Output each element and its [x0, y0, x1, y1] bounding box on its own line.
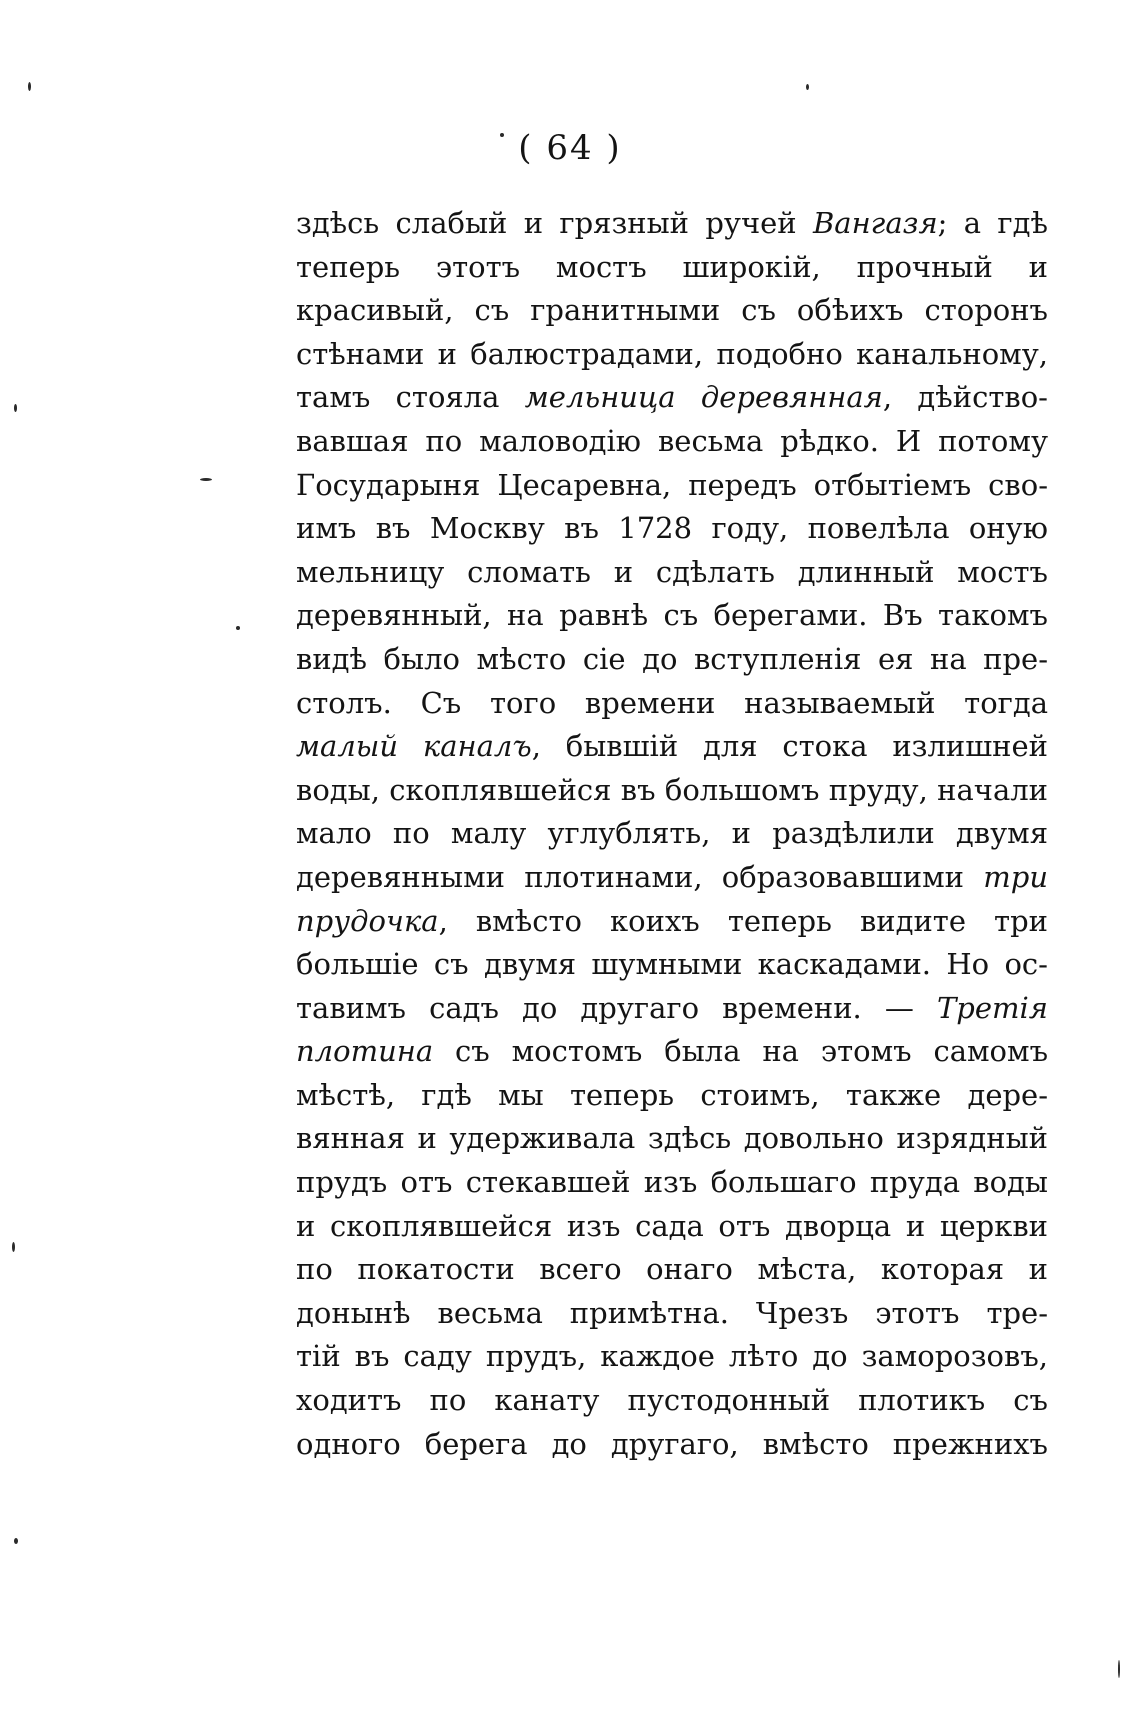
text-run: мельницу сломать и сдѣлать длинный мостъ — [296, 554, 1048, 589]
text-run: видѣ было мѣсто сіе до вступленія ея на пре- — [296, 641, 1048, 676]
text-run: Государыня Цесаревна, передъ отбытіемъ сво- — [296, 467, 1048, 502]
text-run: и скоплявшейся изъ сада отъ дворца и церкви — [296, 1208, 1048, 1243]
text-run: деревянными плотинами, образовавшими — [296, 859, 984, 894]
scan-speck — [236, 626, 240, 630]
page-number: ( 64 ) — [518, 128, 622, 168]
text-run: тавимъ садъ до другаго времени. — — [296, 990, 937, 1025]
text-run: донынѣ весьма примѣтна. Чрезъ этотъ тре- — [296, 1295, 1048, 1330]
text-run: столъ. Съ того времени называемый тогда — [296, 685, 1048, 720]
text-run: прудъ отъ стекавшей изъ большаго пруда воды — [296, 1165, 1048, 1200]
text-line — [296, 1117, 1048, 1161]
text-line — [296, 333, 1048, 377]
text-line — [296, 769, 1048, 813]
text-line — [296, 682, 1048, 726]
text-line — [296, 464, 1048, 508]
italic-text: прудочка — [296, 903, 439, 938]
text-run: вавшая по маловодію весьма рѣдко. И потому — [296, 423, 1048, 458]
text-line — [296, 246, 1048, 290]
text-line — [296, 856, 1048, 900]
text-run: имъ въ Москву въ 1728 году, повелѣла оную — [296, 511, 1048, 546]
text-line — [296, 1030, 1048, 1074]
scan-speck — [806, 84, 809, 90]
scan-speck — [28, 82, 31, 91]
text-run: мало по малу углублять, и раздѣлили двумя — [296, 816, 1048, 851]
text-line — [296, 376, 1048, 420]
text-run: вянная и удерживала здѣсь довольно изрядный — [296, 1121, 1048, 1156]
text-run: мѣстѣ, гдѣ мы теперь стоимъ, также дере- — [296, 1077, 1048, 1112]
text-line — [296, 900, 1048, 944]
italic-text: Третія — [936, 990, 1048, 1025]
text-line — [296, 1423, 1048, 1467]
text-line — [296, 1335, 1048, 1379]
text-run: ходитъ по канату пустодонный плотикъ съ — [296, 1383, 1048, 1418]
scan-speck — [12, 1242, 15, 1252]
text-line — [296, 725, 1048, 769]
text-run: по покатости всего онаго мѣста, которая и — [296, 1252, 1048, 1287]
italic-text: плотина — [296, 1034, 434, 1069]
italic-text: мельница деревянная — [524, 380, 883, 415]
text-run: здѣсь слабый и грязный ручей — [296, 206, 813, 240]
text-line — [296, 812, 1048, 856]
text-run: съ мостомъ была на этомъ самомъ — [433, 1034, 1048, 1069]
text-line — [296, 1248, 1048, 1292]
text-line — [296, 1292, 1048, 1336]
text-run: тамъ стояла — [296, 380, 525, 415]
text-line — [296, 638, 1048, 682]
text-run: теперь этотъ мостъ широкій, прочный и — [296, 249, 1048, 284]
text-run: деревянный, на равнѣ съ берегами. Въ такомъ — [296, 598, 1048, 633]
text-line — [296, 289, 1048, 333]
text-run: ; а гдѣ — [937, 206, 1048, 240]
text-run: , вмѣсто коихъ теперь видите три — [438, 903, 1048, 938]
italic-text: Вангазя — [812, 206, 938, 240]
text-line — [296, 1161, 1048, 1205]
italic-text: малый каналъ — [296, 729, 532, 764]
scan-speck — [14, 1538, 18, 1544]
text-line — [296, 987, 1048, 1031]
text-line — [296, 1379, 1048, 1423]
scan-speck — [1118, 1660, 1120, 1678]
scan-speck — [14, 404, 17, 412]
body-text — [296, 202, 1048, 1466]
text-line — [296, 202, 1048, 246]
scan-speck — [500, 133, 504, 137]
scan-speck — [200, 478, 212, 481]
text-line — [296, 420, 1048, 464]
text-run: тій въ саду прудъ, каждое лѣто до заморозовъ, — [296, 1339, 1048, 1374]
text-run: воды, скоплявшейся въ большомъ пруду, начали — [296, 772, 1048, 807]
text-run: , бывшій для стока излишней — [531, 729, 1048, 764]
text-line — [296, 551, 1048, 595]
text-run: красивый, съ гранитными съ обѣихъ сторонъ — [296, 293, 1048, 328]
text-line — [296, 1074, 1048, 1118]
text-run: , дѣйство- — [882, 380, 1048, 415]
text-line — [296, 507, 1048, 551]
text-line — [296, 943, 1048, 987]
italic-text: три — [983, 859, 1048, 894]
text-line — [296, 594, 1048, 638]
text-run: стѣнами и балюстрадами, подобно канальному, — [296, 336, 1048, 371]
text-line — [296, 1205, 1048, 1249]
text-run: большіе съ двумя шумными каскадами. Но ос- — [296, 947, 1048, 982]
text-run: одного берега до другаго, вмѣсто прежнихъ — [296, 1426, 1048, 1461]
